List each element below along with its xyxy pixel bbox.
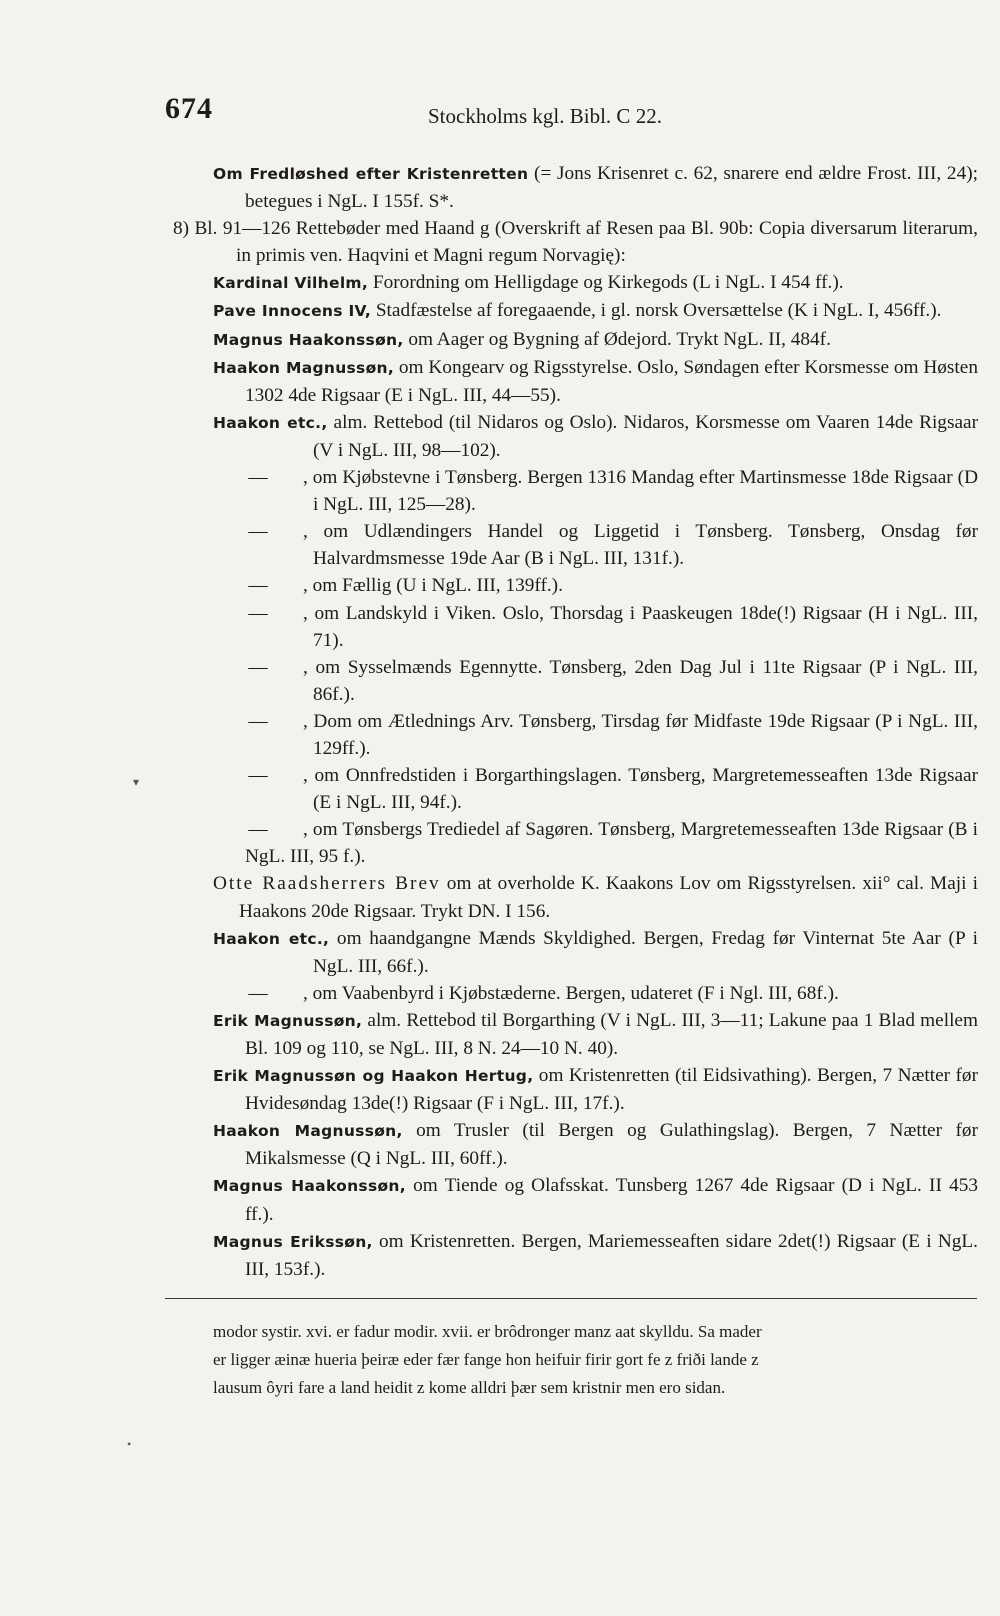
entry-text: Bl. 91—126 Rettebøder med Haand g (Overskrift af Resen paa Bl. 90b: Copia diversarum literarum, in primis ven. Haqvini et Magni regum Norvagię): [194,218,978,267]
entry [213,708,978,762]
entry-text: , om Onnfredstiden i Borgarthingslagen. Tønsberg, Margretemesseaften 13de Rigsaar (E i NgL. III, 94f.). [303,765,978,814]
entry-text: , om Landskyld i Viken. Oslo, Thorsdag i Paaskeugen 18de(!) Rigsaar (H i NgL. III, 71). [303,602,978,651]
entry-text: (= Jons Krisenret c. 62, snarere end ældre Frost. III, 24); betegues i NgL. I 155f. S*. [245,163,978,213]
footnote-transcription [213,1318,978,1402]
entry [213,464,978,518]
entry-name: Erik Magnussøn og Haakon Hertug, [213,1067,534,1086]
entry-text: , om Fællig (U i NgL. III, 139ff.). [303,575,563,597]
entry [213,1228,978,1283]
entry-text: om at overholde K. Kaakons Lov om Rigsstyrelsen. xii° cal. Maji i Haakons 20de Rigsaar. Trykt DN. I 156. [239,873,978,922]
footnote-line: lausum ôyri fare a land heidit z kome alldri þær sem kristnir men ero sidan. [213,1378,726,1397]
ditto-dash: — [248,710,268,732]
entry-text: alm. Rettebod (til Nidaros og Oslo). Nidaros, Korsmesse om Vaaren 14de Rigsaar (V i NgL. III, 98—102). [313,411,978,461]
entry-text: om Kongearv og Rigsstyrelse. Oslo, Søndagen efter Korsmesse om Høsten 1302 4de Rigsaar (E i NgL. III, 44—55). [245,356,978,406]
entry [213,654,978,708]
entry-name: Pave Innocens IV, [213,302,372,321]
entry-name: Magnus Haakonssøn, [213,1177,406,1196]
page-header [165,92,985,132]
entry-lead: 8) [173,218,190,240]
entry [213,354,978,409]
entry-text: alm. Rettebod til Borgarthing (V i NgL. III, 3—11; Lakune paa 1 Blad mellem Bl. 109 og 110, se NgL. III, 8 N. 24—10 N. 40). [245,1009,978,1059]
entry [213,600,978,654]
entry-text: , om Tønsbergs Trediedel af Sagøren. Tønsberg, Margretemesseaften 13de Rigsaar (B i NgL. III, 95 f.). [245,819,978,868]
entry-text: , om Udlændingers Handel og Liggetid i Tønsberg. Tønsberg, Onsdag før Halvardmsmesse 19de Aar (B i NgL. III, 131f.). [303,521,978,570]
entry-name: Erik Magnussøn, [213,1011,363,1030]
entry [213,870,978,924]
margin-mark: ▾ [133,775,140,789]
entry-text: , om Kjøbstevne i Tønsberg. Bergen 1316 Mandag efter Martinsmesse 18de Rigsaar (D i NgL. III, 125—28). [303,467,978,516]
ditto-dash: — [248,467,268,489]
entry-name: Magnus Erikssøn, [213,1232,373,1251]
entry [213,572,978,599]
entry-name: Haakon Magnussøn, [213,358,395,377]
running-title: Stockholms kgl. Bibl. C 22. [428,104,662,128]
entry [213,925,978,980]
entry [213,1007,978,1062]
entry-text: om Tiende og Olafsskat. Tunsberg 1267 4de Rigsaar (D i NgL. II 453 ff.). [245,1175,979,1225]
ditto-dash: — [248,819,268,841]
entry [213,326,978,354]
entry [213,297,978,325]
ditto-dash: — [248,656,268,678]
entry-name: Magnus Haakonssøn, [213,330,404,349]
entry-text: , om Vaabenbyrd i Kjøbstæderne. Bergen, udateret (F i Ngl. III, 68f.). [303,982,839,1004]
footnote-line: modor systir. xvi. er fadur modir. xvii. er brôdronger manz aat skylldu. Sa mader [213,1322,762,1341]
entry-text: om haandgangne Mænds Skyldighed. Bergen, Fredag før Vinternat 5te Aar (P i NgL. III, 66f.). [313,927,978,977]
footnote-line: er ligger æinæ hueria þeiræ eder fær fange hon heifuir firir gort fe z friði lande z [213,1350,759,1369]
ditto-dash: — [248,765,268,787]
entry [213,409,978,464]
ditto-dash: — [248,575,268,597]
margin-dot: • [127,1437,132,1451]
entry-text: , Dom om Ætlednings Arv. Tønsberg, Tirsdag før Midfaste 19de Rigsaar (P i NgL. III, 129ff.). [303,710,978,759]
entry [213,1172,978,1227]
entry-text: , om Sysselmænds Egennytte. Tønsberg, 2den Dag Jul i 11te Rigsaar (P i NgL. III, 86f.). [303,656,978,705]
entry-name: Otte Raadsherrers Brev [213,873,441,895]
entry-text: om Kristenretten (til Eidsivathing). Bergen, 7 Nætter før Hvidesøndag 13de(!) Rigsaar (F i NgL. III, 17f.). [245,1065,978,1115]
entry-name: Kardinal Vilhelm, [213,274,369,293]
entry-text: om Aager og Bygning af Ødejord. Trykt NgL. II, 484f. [403,328,831,350]
entry [173,215,978,269]
entry-name: Haakon etc., [213,929,330,948]
footnote-rule [165,1298,977,1299]
ditto-dash: — [248,982,268,1004]
entry [213,1062,978,1117]
entry-text: Forordning om Helligdage og Kirkegods (L i NgL. I 454 ff.). [368,272,844,294]
entry [213,269,978,297]
ditto-dash: — [248,602,268,624]
entry-text: om Kristenretten. Bergen, Mariemesseaften sidare 2det(!) Rigsaar (E i NgL. III, 153f.). [245,1230,978,1280]
entry-name: Haakon etc., [213,413,328,432]
entry [213,816,978,870]
entry [213,518,978,572]
page-number: 674 [165,92,213,125]
entry [213,160,978,215]
ditto-dash: — [248,521,268,543]
entry [213,980,978,1007]
entry [213,1117,978,1172]
entry-name: Om Fredløshed efter Kristenretten [213,165,529,183]
entry-text: Stadfæstelse af foregaaende, i gl. norsk Oversættelse (K i NgL. I, 456ff.). [371,300,942,322]
page-body [173,160,979,1283]
entry-name: Haakon Magnussøn, [213,1122,403,1141]
entry-text: om Trusler (til Bergen og Gulathingslag). Bergen, 7 Nætter før Mikalsmesse (Q i NgL. III, 60ff.). [245,1120,978,1170]
entry [213,762,978,816]
